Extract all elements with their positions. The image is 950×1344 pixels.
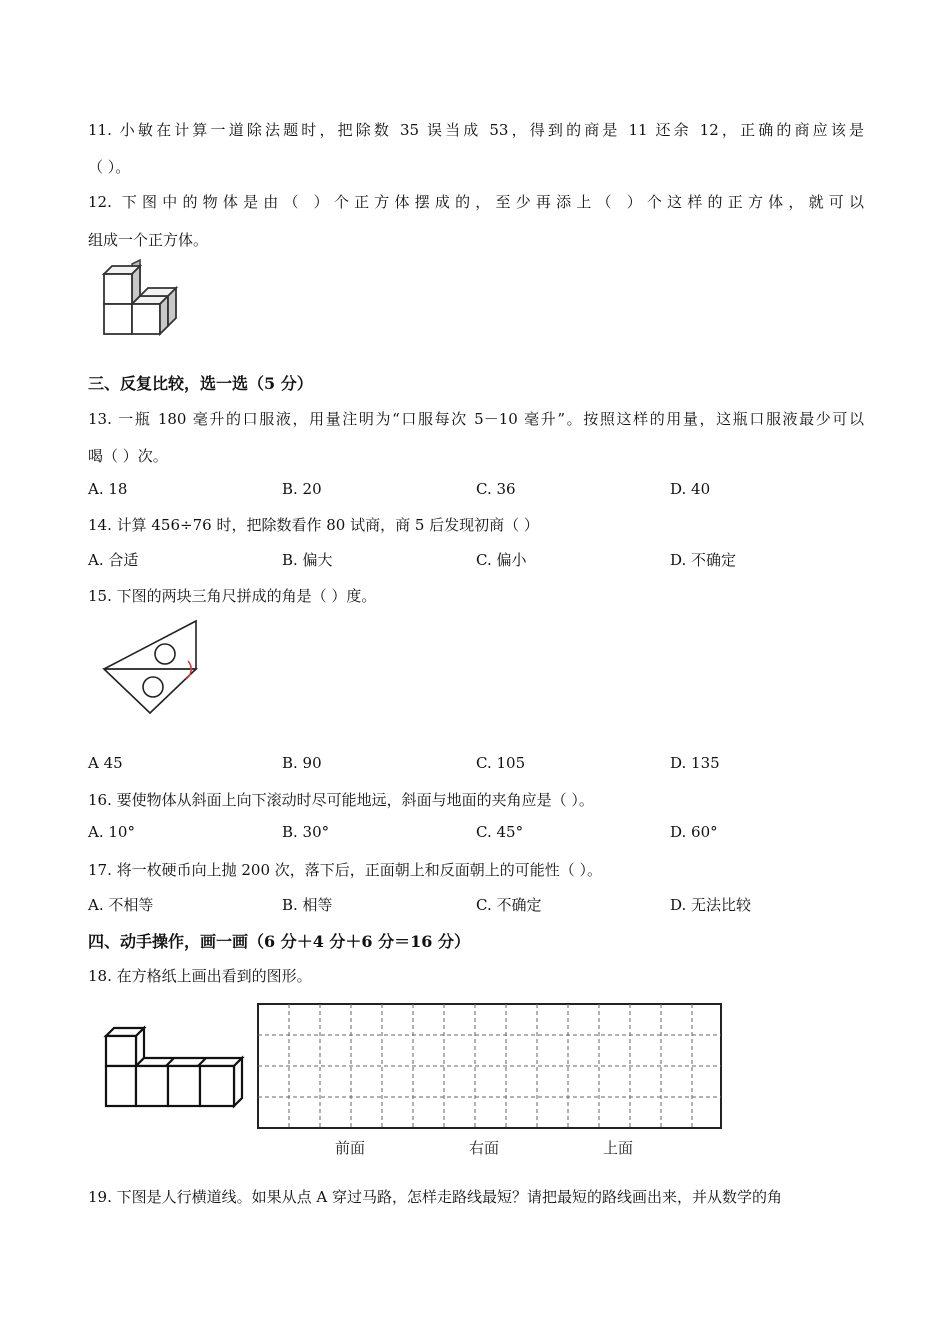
q16-option-a[interactable]: A. 10° [88,823,135,841]
q16-option-c[interactable]: C. 45° [476,823,524,841]
q15-option-c[interactable]: C. 105 [476,754,526,772]
q13-option-c[interactable]: C. 36 [476,480,516,498]
q12-line1: 12. 下图中的物体是由（ ）个正方体摆成的，至少再添上（ ）个这样的正方体，就可以 [88,193,864,211]
q12-line2: 组成一个正方体。 [88,231,209,249]
q15-text: 15. 下图的两块三角尺拼成的角是（ ）度。 [88,587,377,605]
q14-option-d[interactable]: D. 不确定 [670,551,737,569]
grid-label-front: 前面 [335,1139,366,1157]
q13-option-b[interactable]: B. 20 [282,480,322,498]
grid-label-right: 右面 [469,1139,500,1157]
q15-option-a[interactable]: A 45 [88,754,123,772]
q11-line2: （ ）。 [88,158,131,176]
q11-line1: 11. 小敏在计算一道除法题时，把除数 35 误当成 53，得到的商是 11 还余 12，正确的商应该是 [88,121,864,139]
q17-option-b[interactable]: B. 相等 [282,896,333,914]
q14-option-c[interactable]: C. 偏小 [476,551,527,569]
q13-line2: 喝（ ）次。 [88,447,168,465]
grid-label-top: 上面 [603,1139,634,1157]
q14-option-a[interactable]: A. 合适 [88,551,139,569]
q19-text: 19. 下图是人行横道线。如果从点 A 穿过马路，怎样走路线最短？请把最短的路线画出来，并从数学的角 [88,1188,782,1206]
q13-option-d[interactable]: D. 40 [670,480,711,498]
q17-option-a[interactable]: A. 不相等 [88,896,154,914]
cube-stack-figure-q12 [100,258,182,338]
q16-option-d[interactable]: D. 60° [670,823,718,841]
cube-row-figure-q18 [100,1024,246,1110]
q13-option-a[interactable]: A. 18 [88,480,128,498]
q18-text: 18. 在方格纸上画出看到的图形。 [88,967,312,985]
q17-text: 17. 将一枚硬币向上抛 200 次，落下后，正面朝上和反面朝上的可能性（ ）。 [88,861,603,879]
section-4-heading: 四、动手操作，画一画（6 分＋4 分＋6 分＝16 分） [88,932,470,951]
q14-option-b[interactable]: B. 偏大 [282,551,333,569]
grid-paper-q18[interactable] [256,1002,724,1132]
q16-text: 16. 要使物体从斜面上向下滚动时尽可能地远，斜面与地面的夹角应是（ ）。 [88,791,594,809]
q16-option-b[interactable]: B. 30° [282,823,330,841]
q14-text: 14. 计算 456÷76 时，把除数看作 80 试商，商 5 后发现初商（ ） [88,516,539,534]
q15-option-d[interactable]: D. 135 [670,754,720,772]
set-square-figure-q15 [100,617,205,719]
q15-option-b[interactable]: B. 90 [282,754,322,772]
q13-line1: 13. 一瓶 180 毫升的口服液，用量注明为“口服每次 5－10 毫升”。按照这样的用量，这瓶口服液最少可以 [88,410,864,428]
section-3-heading: 三、反复比较，选一选（5 分） [88,374,313,393]
q17-option-c[interactable]: C. 不确定 [476,896,542,914]
q17-option-d[interactable]: D. 无法比较 [670,896,752,914]
